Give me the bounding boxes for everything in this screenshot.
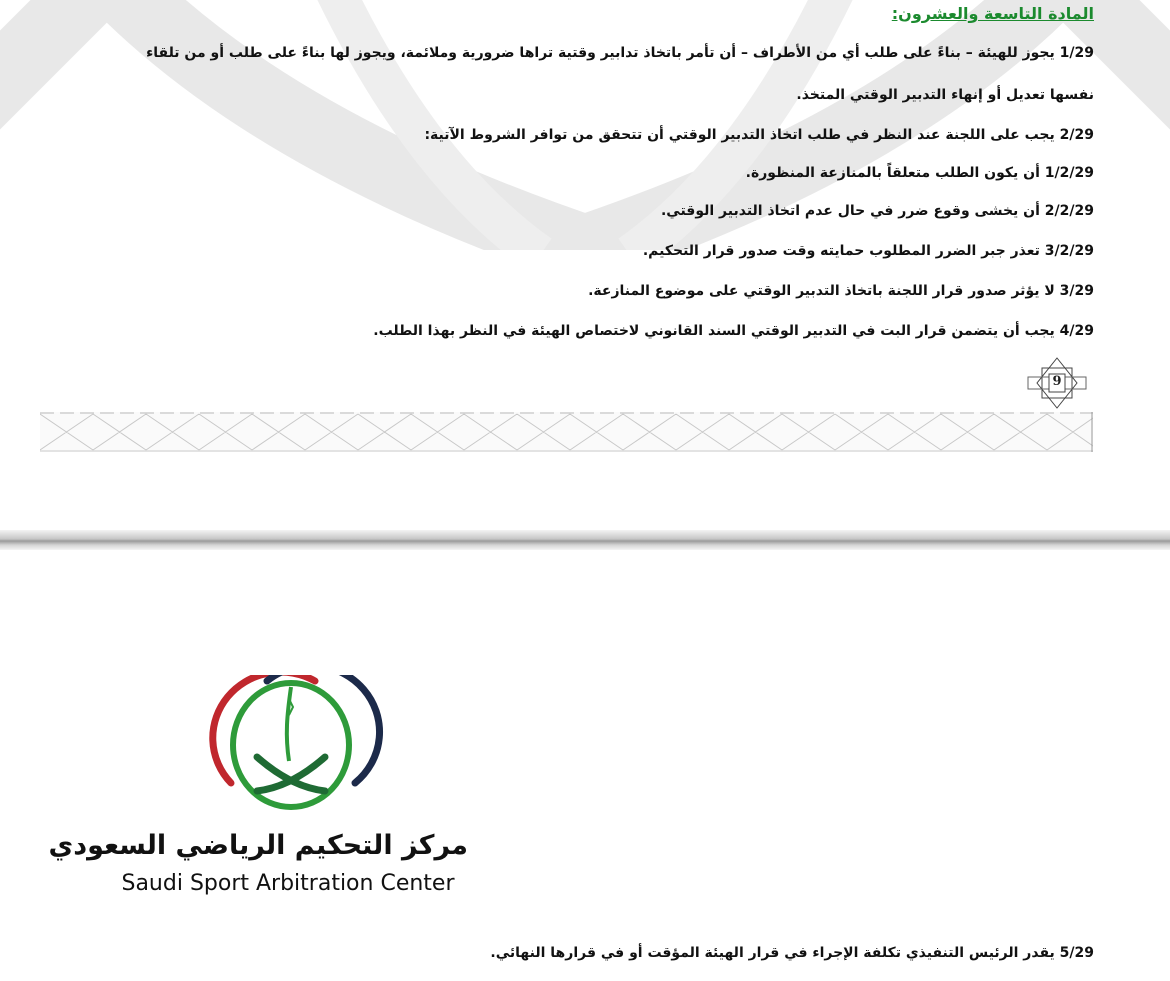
logo-mark: [195, 675, 387, 817]
page-number-badge: [1024, 355, 1090, 411]
page-number: 9: [1052, 374, 1062, 389]
article-heading: المادة التاسعة والعشرون:: [891, 4, 1094, 23]
saudi-sport-arbitration-logo-icon: [195, 675, 387, 817]
clause-29-3: 3/29 لا يؤثر صدور قرار اللجنة باتخاذ التدبير الوقتي على موضوع المنازعة.: [588, 283, 1094, 299]
logo-name-arabic: مركز التحكيم الرياضي السعودي: [48, 830, 468, 861]
clause-29-4: 4/29 يجب أن يتضمن قرار البت في التدبير الوقتي السند القانوني لاختصاص الهيئة في النظر بهذا الطلب.: [373, 323, 1094, 339]
clause-29-2: 2/29 يجب على اللجنة عند النظر في طلب اتخاذ التدبير الوقتي أن تتحقق من توافر الشروط الآتية:: [424, 127, 1094, 143]
clause-29-2-3: 3/2/29 تعذر جبر الضرر المطلوب حمايته وقت صدور قرار التحكيم.: [642, 243, 1094, 259]
clause-29-2-2: 2/2/29 أن يخشى وقوع ضرر في حال عدم اتخاذ التدبير الوقتي.: [660, 203, 1094, 219]
page-separator: [0, 530, 1170, 550]
logo-name-english: Saudi Sport Arbitration Center: [121, 871, 455, 896]
decorative-pattern-band: [40, 412, 1093, 452]
clause-29-1-cont: نفسها تعديل أو إنهاء التدبير الوقتي المتخذ.: [796, 87, 1094, 103]
clause-29-5: 5/29 يقدر الرئيس التنفيذي تكلفة الإجراء في قرار الهيئة المؤقت أو في قرارها النهائي.: [490, 945, 1094, 961]
clause-29-2-1: 1/2/29 أن يكون الطلب متعلقاً بالمنازعة المنظورة.: [745, 165, 1094, 181]
clause-29-1: 1/29 يجوز للهيئة – بناءً على طلب أي من الأطراف – أن تأمر باتخاذ تدابير وقتية تراها ضرورية وملائمة، ويجوز لها بناءً على طلب أو من تلقاء: [146, 45, 1094, 61]
